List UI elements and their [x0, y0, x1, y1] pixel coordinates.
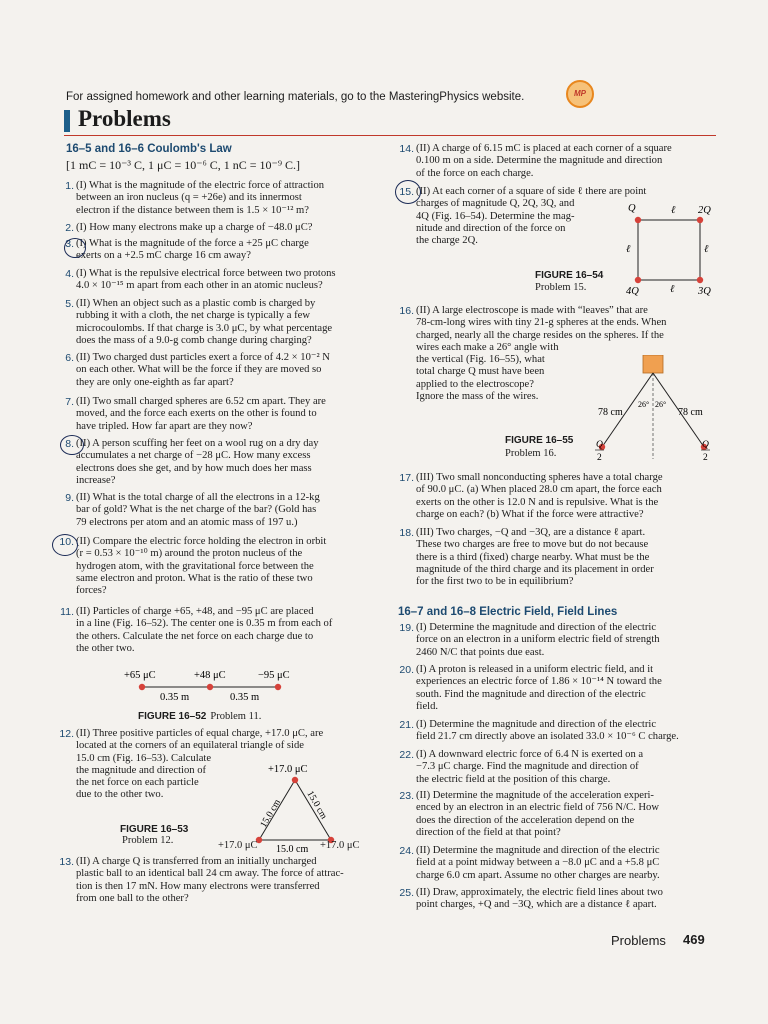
problem-text-line: the net force on each particle: [76, 777, 199, 789]
problem-text-line: (II) Particles of charge +65, +48, and −95 μC are placed: [76, 606, 314, 617]
circled-mark-3: [64, 238, 86, 258]
fig54-bl: 4Q: [626, 286, 639, 296]
title-accent-bar: [64, 110, 70, 132]
problem-number: 24.: [399, 845, 414, 857]
problem-text-line: exerts on the other is 12.0 N and is repulsive. What is the: [416, 496, 659, 508]
figure-16-53-caption: [120, 824, 188, 846]
problem-text-line: (III) Two small nonconducting spheres have a total charge: [416, 472, 663, 483]
problem-text-line: (II) Compare the electric force holding the electron in orbit: [76, 536, 327, 547]
fig52-charge-3: −95 μC: [258, 670, 290, 681]
problem-number: 13.: [59, 856, 74, 868]
problem-text-line: of the force on each charge.: [416, 167, 534, 179]
problem-text-line: (II) What is the total charge of all the electrons in a 12-kg: [76, 492, 320, 503]
problem-text-line: charge 6.0 cm apart. Assume no other charges are nearby.: [416, 869, 660, 881]
problem-text-line: located at the corners of an equilateral triangle of side: [76, 740, 304, 752]
problem-text-line: the electric field at the position of this charge.: [416, 773, 611, 785]
fig55-angle-right: 26°: [655, 400, 667, 409]
problem-text-line: charged, nearly all the charge resides on the spheres. If the: [416, 329, 664, 341]
fig55-charge-left-den: 2: [597, 453, 602, 463]
problem-text-line: in a line (Fig. 16–52). The center one is 0.35 m from each of: [76, 618, 333, 630]
problem-number: 18.: [399, 527, 414, 539]
problem-text-line: 4.0 × 10⁻¹⁵ m apart from each other in an atomic nucleus?: [76, 280, 323, 292]
problem-number: 14.: [399, 143, 414, 155]
problem-text-line: point charges, +Q and −3Q, which are a distance ℓ apart.: [416, 899, 657, 911]
circled-mark-15: [395, 180, 421, 204]
problem-text-line: (I) How many electrons make up a charge of −48.0 μC?: [76, 222, 313, 233]
problem-text-line: nitude and direction of the force on: [416, 222, 566, 234]
electroscope-box: [643, 355, 663, 373]
fig53-base: 15.0 cm: [276, 844, 309, 855]
problem-text-line: direction of the field at that point?: [416, 826, 561, 838]
problem-text-line: (I) What is the magnitude of the force a +25 μC charge: [76, 238, 309, 249]
problem-number: 2.: [65, 222, 74, 234]
problem-text-line: accumulates a net charge of −28 μC. How many excess: [76, 450, 311, 462]
problem-text-line: the charge 2Q.: [416, 235, 478, 247]
problem-number: 20.: [399, 664, 414, 676]
problem-text-line: same electron and proton. What is the ratio of these two: [76, 572, 313, 584]
problem-text-line: the magnitude and direction of: [76, 764, 207, 776]
fig52-charge-1: +65 μC: [124, 670, 156, 681]
circled-mark-10: [52, 534, 78, 556]
problem-text-line: they are only one-eighth as far apart?: [76, 376, 234, 388]
problem-text-line: (II) Three positive particles of equal charge, +17.0 μC, are: [76, 728, 324, 739]
figure-16-54-diagram: [620, 198, 716, 296]
problem-text-line: 15.0 cm (Fig. 16–53). Calculate: [76, 752, 212, 764]
unit-conversions: [1 mC = 10⁻³ C, 1 μC = 10⁻⁶ C, 1 nC = 10⁻⁹ C.]: [66, 158, 301, 172]
problem-text-line: (II) Determine the magnitude and direction of the electric: [416, 845, 660, 856]
problem-text-line: (II) At each corner of a square of side ℓ there are point: [416, 186, 647, 197]
problem-text-line: 2460 N/C that points due east.: [416, 646, 545, 658]
fig52-caption: Problem 11.: [210, 711, 262, 722]
problem-text-line: magnitude of the third charge and its placement in order: [416, 563, 654, 575]
problem-text-line: the other two.: [76, 642, 135, 654]
fig54-tl: Q: [628, 203, 636, 214]
fig55-charge-right-den: 2: [703, 453, 708, 463]
problem-text-line: microcoulombs. If that charge is 3.0 μC, by what percentage: [76, 322, 333, 334]
section-heading-electric-field: 16–7 and 16–8 Electric Field, Field Lines: [398, 606, 618, 618]
problem-number: 3.: [65, 238, 74, 250]
fig55-charge-left-num: Q: [596, 440, 603, 450]
page-number: 469: [683, 932, 705, 947]
fig55-caption: Problem 16.: [505, 448, 557, 459]
problem-text-line: charges of magnitude Q, 2Q, 3Q, and: [416, 198, 575, 210]
problem-text-line: from one ball to the other?: [76, 892, 189, 904]
fig55-length-right: 78 cm: [678, 407, 703, 418]
problem-text-line: (II) A charge of 6.15 mC is placed at each corner of a square: [416, 143, 672, 154]
problem-text-line: the others. Calculate the net force on each charge due to: [76, 630, 314, 642]
fig52-charge-dot-1: [139, 684, 145, 690]
fig55-angle-left: 26°: [638, 400, 650, 409]
problem-text-line: tion is then 17 mN. How many electrons were transferred: [76, 880, 320, 892]
problem-number: 21.: [399, 719, 414, 731]
problem-text-line: on each other. What will be the force if they are moved so: [76, 364, 322, 376]
problem-text-line: field at a point midway between a −8.0 μC and a +5.8 μC: [416, 857, 660, 869]
fig53-caption: Problem 12.: [122, 835, 174, 846]
problem-number: 8.: [65, 438, 74, 450]
problem-text-line: (II) Determine the magnitude of the acceleration experi-: [416, 790, 654, 801]
problem-number: 23.: [399, 790, 414, 802]
problem-number: 4.: [65, 268, 74, 280]
problem-text-line: force on an electron in a uniform electric field of strength: [416, 634, 660, 646]
problem-text-line: (I) Determine the magnitude and direction of the electric: [416, 622, 657, 633]
problem-number: 16.: [399, 305, 414, 317]
problem-number: 19.: [399, 622, 414, 634]
problem-number: 12.: [59, 728, 74, 740]
fig53-label: FIGURE 16–53: [120, 824, 189, 835]
problem-text-line: enced by an electron in an electric field of 756 N/C. How: [416, 802, 659, 814]
problem-text-line: (r = 0.53 × 10⁻¹⁰ m) around the proton nucleus of the: [76, 548, 303, 560]
fig54-caption: Problem 15.: [535, 282, 587, 293]
problem-text-line: does the mass of a 9.0-g comb change during charging?: [76, 334, 312, 346]
fig52-charge-dot-3: [275, 684, 281, 690]
problem-text-line: there is a third (fixed) charge nearby. What must be the: [416, 551, 650, 563]
problem-text-line: 4Q (Fig. 16–54). Determine the mag-: [416, 210, 575, 222]
fig55-length-left: 78 cm: [598, 407, 623, 418]
problem-text-line: (III) Two charges, −Q and −3Q, are a distance ℓ apart.: [416, 527, 646, 538]
problem-number: 6.: [65, 352, 74, 364]
problem-text-line: moved, and the force each exerts on the other is found to: [76, 408, 317, 420]
fig54-side-bottom: ℓ: [670, 284, 675, 295]
problem-number: 5.: [65, 298, 74, 310]
problem-text-line: charge on each? (b) What if the force were attractive?: [416, 508, 644, 520]
title-rule: [64, 135, 716, 136]
problem-number: 10.: [59, 536, 74, 548]
problem-number: 9.: [65, 492, 74, 504]
problem-text-line: (II) Draw, approximately, the electric field lines about two: [416, 887, 663, 898]
fig54-tr: 2Q: [698, 205, 711, 216]
figure-16-52-diagram: [110, 666, 310, 706]
fig54-label: FIGURE 16–54: [535, 270, 604, 281]
footer-section-name: Problems: [611, 933, 666, 948]
problem-text-line: total charge Q must have been: [416, 366, 545, 378]
problem-text-line: increase?: [76, 474, 116, 486]
mastering-physics-logo-icon: MP: [566, 80, 594, 108]
page-title: Problems: [78, 106, 171, 131]
figure-16-52-caption: [138, 706, 261, 724]
fig54-side-left: ℓ: [626, 244, 631, 255]
fig53-side-left: 15.0 cm: [258, 797, 283, 830]
fig52-distance-2: 0.35 m: [230, 692, 260, 703]
problem-number: 11.: [60, 606, 74, 618]
problem-text-line: (II) When an object such as a plastic comb is charged by: [76, 298, 316, 309]
problem-text-line: for the first two to be in equilibrium?: [416, 576, 574, 588]
fig53-side-right: 15.0 cm: [304, 789, 329, 822]
section-heading-coulomb: 16–5 and 16–6 Coulomb's Law: [66, 143, 232, 155]
problem-text-line: plastic ball to an identical ball 24 cm away. The force of attrac-: [76, 868, 344, 880]
fig52-label: FIGURE 16–52: [138, 711, 207, 722]
fig55-label: FIGURE 16–55: [505, 435, 574, 446]
problem-text-line: field.: [416, 700, 439, 712]
mastering-physics-note: For assigned homework and other learning materials, go to the MasteringPhysics website.: [66, 91, 525, 103]
problem-text-line: (I) What is the repulsive electrical force between two protons: [76, 268, 336, 279]
fig53-top-charge: +17.0 μC: [268, 764, 308, 775]
problem-text-line: forces?: [76, 585, 107, 597]
problem-number: 25.: [399, 887, 414, 899]
problem-number: 7.: [65, 396, 74, 408]
fig54-side-top: ℓ: [671, 205, 676, 216]
problem-text-line: the vertical (Fig. 16–55), what: [416, 354, 545, 366]
problem-number: 1.: [65, 180, 74, 192]
problem-text-line: bar of gold? What is the net charge of the bar? (Gold has: [76, 504, 317, 516]
problem-text-line: hydrogen atom, with the gravitational force between the: [76, 560, 314, 572]
problem-text-line: have tripled. How far apart are they now?: [76, 420, 253, 432]
fig54-br: 3Q: [698, 286, 711, 296]
fig53-left-charge: +17.0 μC: [218, 840, 258, 851]
problem-text-line: 0.100 m on a side. Determine the magnitude and direction: [416, 155, 663, 167]
figure-16-55-diagram: [590, 355, 716, 467]
problem-text-line: (II) Two charged dust particles exert a force of 4.2 × 10⁻² N: [76, 352, 330, 363]
problem-text-line: Ignore the mass of the wires.: [416, 391, 539, 403]
problem-text-line: (II) Two small charged spheres are 6.52 cm apart. They are: [76, 396, 326, 407]
problem-text-line: rubbing it with a cloth, the net charge is typically a few: [76, 310, 310, 322]
problem-text-line: These two charges are free to move but do not because: [416, 539, 649, 551]
problem-text-line: (I) What is the magnitude of the electric force of attraction: [76, 180, 325, 191]
problem-text-line: experiences an electric force of 1.86 × 10⁻¹⁴ N toward the: [416, 676, 662, 688]
problem-text-line: applied to the electroscope?: [416, 378, 534, 390]
problem-text-line: south. Find the magnitude and direction of the electric: [416, 688, 646, 700]
problem-text-line: (I) A downward electric force of 6.4 N is exerted on a: [416, 749, 644, 760]
problem-text-line: electron if the distance between them is 1.5 × 10⁻¹² m?: [76, 204, 309, 216]
fig53-right-charge: +17.0 μC: [320, 840, 360, 851]
circled-mark-8: [60, 435, 84, 455]
fig52-distance-1: 0.35 m: [160, 692, 190, 703]
problem-text-line: 78-cm-long wires with tiny 21-g spheres at the ends. When: [416, 317, 667, 329]
problem-text-line: 79 electrons per atom and an atomic mass of 197 u.): [76, 516, 298, 528]
problem-text-line: (I) A proton is released in a uniform electric field, and it: [416, 664, 654, 675]
problem-text-line: due to the other two.: [76, 789, 164, 801]
problem-text-line: between an iron nucleus (q = +26e) and its innermost: [76, 192, 302, 204]
problem-text-line: (II) A charge Q is transferred from an initially uncharged: [76, 856, 317, 867]
problem-text-line: field 21.7 cm directly above an isolated 33.0 × 10⁻⁶ C charge.: [416, 731, 679, 743]
problem-text-line: does the direction of the acceleration depend on the: [416, 814, 635, 826]
problem-text-line: of 90.0 μC. (a) When placed 28.0 cm apart, the force each: [416, 484, 662, 496]
problem-text-line: (I) Determine the magnitude and direction of the electric: [416, 719, 657, 730]
problem-number: 22.: [399, 749, 414, 761]
problem-text-line: (II) A person scuffing her feet on a wool rug on a dry day: [76, 438, 319, 449]
problem-text-line: electrons does she get, and by how much does her mass: [76, 462, 312, 474]
problem-text-line: wires each make a 26° angle with: [416, 341, 559, 353]
problem-number: 15.: [399, 186, 414, 198]
fig55-charge-right-num: Q: [702, 440, 709, 450]
fig54-side-right: ℓ: [704, 244, 709, 255]
fig52-charge-2: +48 μC: [194, 670, 226, 681]
problem-text-line: (II) A large electroscope is made with “leaves” that are: [416, 305, 648, 316]
problem-number: 17.: [399, 472, 414, 484]
problem-text-line: −7.3 μC charge. Find the magnitude and direction of: [416, 761, 639, 773]
fig52-charge-dot-2: [207, 684, 213, 690]
problem-text-line: exerts on a +2.5 mC charge 16 cm away?: [76, 250, 251, 262]
